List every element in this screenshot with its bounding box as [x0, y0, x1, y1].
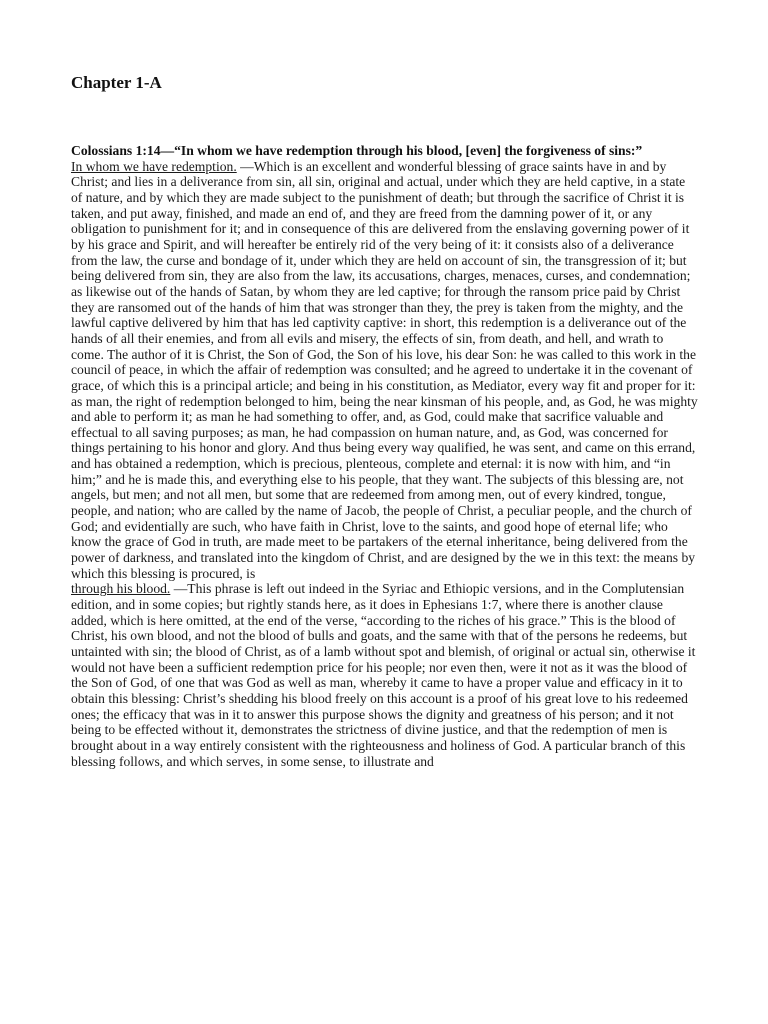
- commentary-text-redemption: —Which is an excellent and wonderful blessing of grace saints have in and by Christ; and lies in a deliverance from sin, all sin, original and actual, under which they are held captive, in a state of nature, and by which they are made subject to the punishment of death; but through the sacrifice of Christ it is taken, and put away, finished, and made an end of, and they are freed from the damning power of it, or any obligation to punishment for it; and in consequence of this are delivered from the enslaving governing power of it by his grace and Spirit, and will hereafter be entirely rid of the very being of it: it consists also of a deliverance from the law, the curse and bondage of it, under which they are held on account of sin, the transgression of it; but being delivered from sin, they are also from the law, its accusations, charges, menaces, curses, and condemnation; as likewise out of the hands of Satan, by whom they are led captive; for through the ransom price paid by Christ they are ransomed out of the hands of him that was stronger than they, the prey is taken from the mighty, and the lawful captive delivered by him that has led captivity captive: in short, this redemption is a deliverance out of the hands of all their enemies, and from all evils and misery, the effects of sin, from death, and hell, and wrath to come. The author of it is Christ, the Son of God, the Son of his love, his dear Son: he was called to this work in the council of peace, in which the affair of redemption was consulted; and he agreed to undertake it in the covenant of grace, of which this is a principal article; and being in his constitution, as Mediator, every way fit and proper for it: as man, the right of redemption belonged to him, being the near kinsman of his people, and, as God, he was mighty and able to perform it; as man he had something to offer, and, as God, could make that sacrifice valuable and effectual to all saving purposes; as man, he had compassion on human nature, and, as God, was concerned for things pertaining to his honor and glory. And thus being every way qualified, he was sent, and came on this errand, and has obtained a redemption, which is precious, plenteous, complete and eternal: it is now with him, and “in him;” and he is made this, and everything else to his people, that they want. The subjects of this blessing are, not angels, but men; and not all men, but some that are redeemed from among men, out of every kindred, tongue, people, and nation; who are called by the name of Jacob, the people of Christ, a peculiar people, and the church of God; and evidentially are such, who have faith in Christ, love to the saints, and good hope of eternal life; who know the grace of God in truth, are made meet to be partakers of the eternal inheritance, being delivered from the power of darkness, and translated into the kingdom of Christ, and are designed by the we in this text: the means by which this blessing is procured, is: [71, 158, 698, 581]
- commentary-paragraph-blood: [71, 581, 699, 769]
- lemma-through-his-blood: through his blood.: [71, 581, 171, 597]
- lemma-redemption: In whom we have redemption.: [71, 158, 237, 174]
- verse-heading: Colossians 1:14—“In whom we have redemption through his blood, [even] the forgiveness of sins:”: [71, 143, 643, 158]
- commentary-body: [71, 143, 699, 769]
- commentary-paragraph-redemption: [71, 159, 699, 582]
- chapter-title: Chapter 1-A: [71, 73, 162, 92]
- commentary-text-blood: —This phrase is left out indeed in the Syriac and Ethiopic versions, and in the Complutensian edition, and in some copies; but rightly stands here, as it does in Ephesians 1:7, where there is another clause added, which is here omitted, at the end of the verse, “according to the riches of his grace.” This is the blood of Christ, his own blood, and not the blood of bulls and goats, and the same with that of the persons he redeems, but untainted with sin; the blood of Christ, as of a lamb without spot and blemish, of original or actual sin, otherwise it would not have been a sufficient redemption price for his people; nor even then, were it not as it was the blood of the Son of God, of one that was God as well as man, whereby it came to have a proper value and efficacy in it to obtain this blessing: Christ’s shedding his blood freely on this account is a proof of his great love to his redeemed ones; the efficacy that was in it to answer this purpose shows the dignity and greatness of his person; and it not being to be effected without it, demonstrates the strictness of divine justice, and that the redemption of men is brought about in a way entirely consistent with the righteousness and holiness of God. A particular branch of this blessing follows, and which serves, in some sense, to illustrate and: [71, 581, 696, 769]
